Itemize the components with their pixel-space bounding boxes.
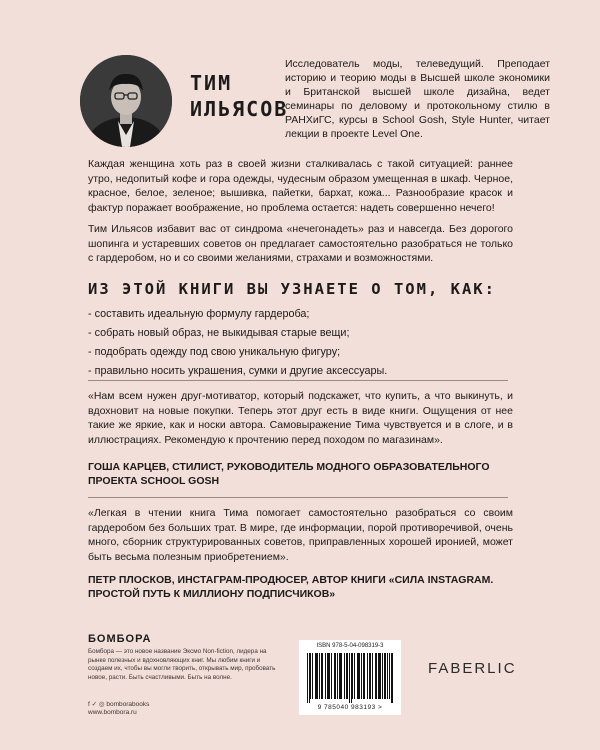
quote-1-author: ГОША КАРЦЕВ, СТИЛИСТ, РУКОВОДИТЕЛЬ МОДНОГО ОБРАЗОВАТЕЛЬНОГО ПРОЕКТА SCHOOL GOSH (88, 461, 490, 487)
author-last-name: ИЛЬЯСОВ (190, 97, 289, 121)
quote-2-text: «Легкая в чтении книга Тима помогает самостоятельно разобраться со своим гардеробом без больших трат. В мире, где информации, порой противоречивой, очень много, сборник структурированных советов, приправленных хорошей иронией, может быть весьма полезным приобретением». (88, 507, 513, 563)
author-name (190, 70, 288, 122)
divider (88, 497, 508, 498)
publisher-website: www.bombora.ru (88, 709, 137, 716)
social-handle: bomborabooks (106, 701, 150, 708)
quote-1-text: «Нам всем нужен друг-мотиватор, который подскажет, что купить, а что выкинуть, и вдохновит на новые покупки. Теперь этот друг есть в виде книги. Ощущения от нее такие же яркие, как и носки автора. Самовыражение Тима чувствуется и в слоге, и в иллюстрациях. Рекомендую к прочтению перед походом по магазинам». (88, 390, 513, 446)
list-item: - правильно носить украшения, сумки и другие аксессуары. (88, 365, 388, 377)
barcode-number: 9 785040 983193 > (317, 704, 383, 711)
list-item: - составить идеальную формулу гардероба; (88, 308, 310, 320)
publisher-description: Бомбора — это новое название Эксмо Non-fiction, лидера на рынке полезных и вдохновляющих книг. Мы любим книги и создаем их, чтобы вы могли творить, открывать мир, пробовать новое, расти. Быть счастливыми. Быть на волне. (88, 648, 276, 681)
intro-paragraph-2: Тим Ильясов избавит вас от синдрома «нечегонадеть» раз и навсегда. Без дорогого шопинга и устаревших советов он предлагает самостоятельно разобраться не только с гардеробом, но и со своими желаниями, страхами и возможностями. (88, 223, 513, 264)
author-bio: Исследователь моды, телеведущий. Преподает историю и теорию моды в Высшей школе экономики и Британской высшей школе дизайна, ведет семинары по деловому и протокольному стилю в РАНХиГС, курсы в School Gosh, Style Hunter, читает лекции в проекте Level One. (285, 58, 550, 140)
barcode-icon (307, 653, 393, 703)
list-item: - подобрать одежду под свою уникальную фигуру; (88, 346, 341, 358)
isbn-label: ISBN 978-5-04-098319-3 (316, 643, 384, 649)
publisher-name: БОМБОРА (88, 633, 152, 645)
learn-heading: ИЗ ЭТОЙ КНИГИ ВЫ УЗНАЕТЕ О ТОМ, КАК: (88, 280, 496, 298)
learn-list (88, 305, 387, 381)
publisher-social (88, 700, 149, 708)
social-icons: f ✓ ◎ (88, 701, 105, 708)
list-item: - собрать новый образ, не выкидывая старые вещи; (88, 327, 350, 339)
quote-2-author: ПЕТР ПЛОСКОВ, ИНСТАГРАМ-ПРОДЮСЕР, АВТОР КНИГИ «СИЛА INSTAGRAM. ПРОСТОЙ ПУТЬ К МИЛЛИОНУ ПОДПИСЧИКОВ» (88, 574, 494, 600)
brand-logo: FABERLIC (428, 660, 517, 677)
divider (88, 380, 508, 381)
author-first-name: ТИМ (190, 71, 233, 95)
intro-paragraph-1: Каждая женщина хоть раз в своей жизни сталкивалась с такой ситуацией: раннее утро, недопитый кофе и гора одежды, чудесным образом умещенная в шкаф. Черное, красное, белое, зеленое; вышивка, пайетки, бархат, кожа... Разнообразие красок и фактур поражает воображение, но проблема остается: надеть совершенно нечего! (88, 158, 513, 214)
author-portrait-icon (80, 55, 172, 147)
author-photo (80, 55, 172, 147)
barcode-block (299, 640, 401, 715)
